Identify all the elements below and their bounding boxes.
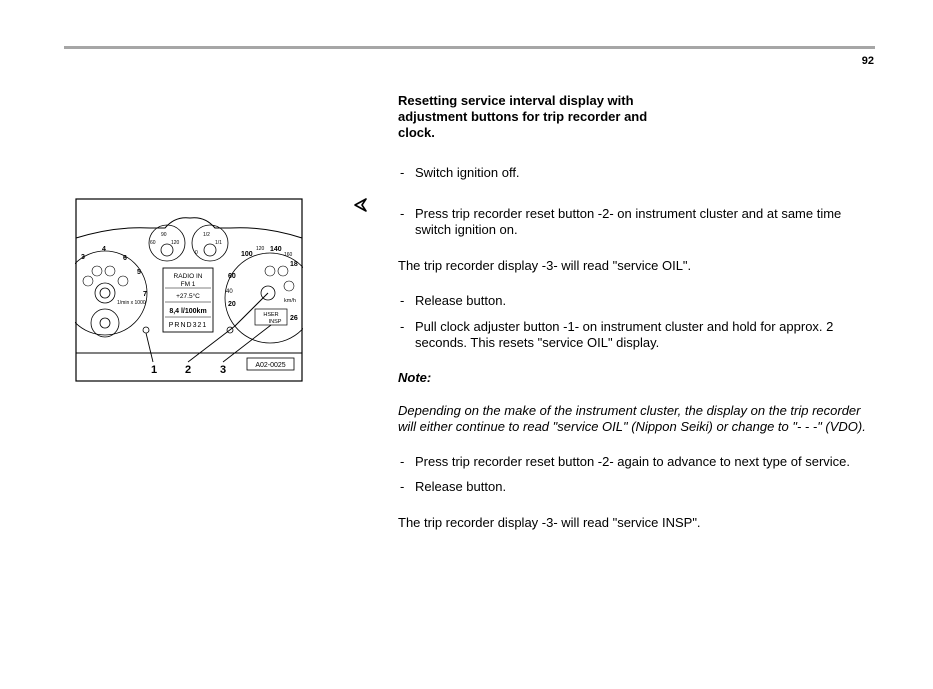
small-gauge-label xyxy=(215,240,222,246)
small-gauge-label xyxy=(171,240,180,246)
display-line xyxy=(181,281,196,288)
small-gauge-label xyxy=(203,232,210,238)
display-line xyxy=(174,273,203,280)
svg-text:A02-0025: A02-0025 xyxy=(255,362,286,369)
speedo-label xyxy=(284,298,296,304)
step-item xyxy=(398,454,868,470)
step-dash: - xyxy=(400,165,405,180)
speedo-label xyxy=(226,289,233,295)
step-text: Pull clock adjuster button -1- on instrument cluster and hold for approx. 2 seconds. This resets "service OIL" display. xyxy=(415,319,834,350)
callout-number xyxy=(151,364,157,376)
service-label xyxy=(263,312,278,318)
speedo-label xyxy=(228,301,236,308)
speedo-label xyxy=(256,246,265,252)
svg-text:5: 5 xyxy=(137,269,141,276)
display-line xyxy=(169,308,206,315)
svg-text:RADIO IN: RADIO IN xyxy=(173,273,203,280)
svg-text:1/2: 1/2 xyxy=(203,232,210,238)
svg-text:8,4 l/100km: 8,4 l/100km xyxy=(169,308,207,315)
step-dash: - xyxy=(400,479,405,494)
svg-text:1/1: 1/1 xyxy=(215,240,222,246)
svg-text:160: 160 xyxy=(284,252,293,258)
small-gauge-label xyxy=(150,240,156,246)
speedo-label xyxy=(241,251,253,258)
svg-text:3: 3 xyxy=(81,254,85,261)
step-item xyxy=(398,293,868,309)
svg-text:HSER: HSER xyxy=(263,312,279,318)
step-text: Switch ignition off. xyxy=(415,165,520,180)
tach-label xyxy=(102,246,106,253)
paragraph: The trip recorder display -3- will read "service OIL". xyxy=(398,258,692,273)
svg-text:0: 0 xyxy=(195,250,198,256)
note-label: Note: xyxy=(398,370,432,385)
svg-text:1/min x 1000: 1/min x 1000 xyxy=(117,300,146,306)
display-line xyxy=(176,292,200,300)
svg-text:INSP: INSP xyxy=(268,319,282,325)
step-text: Press trip recorder reset button -2- again to advance to next type of service. xyxy=(415,454,850,469)
service-label xyxy=(269,319,282,325)
arrow-left-icon xyxy=(353,197,369,213)
display-line xyxy=(169,322,208,329)
page-number: 92 xyxy=(861,55,874,67)
step-dash: - xyxy=(400,293,405,308)
step-text: Press trip recorder reset button -2- on instrument cluster and at same time switch ignition on. xyxy=(415,206,842,237)
paragraph: The trip recorder display -3- will read "service INSP". xyxy=(398,515,701,530)
svg-text:km/h: km/h xyxy=(284,298,296,304)
step-item xyxy=(398,165,868,181)
step-text: Release button. xyxy=(415,293,507,308)
procedure-text xyxy=(398,93,868,531)
speedo-label xyxy=(270,246,282,253)
speedo-label xyxy=(290,261,298,268)
step-item xyxy=(398,479,868,495)
step-dash: - xyxy=(400,454,405,469)
section-heading: Resetting service interval display with adjustment buttons for trip recorder and clock. xyxy=(398,93,648,140)
svg-text:90: 90 xyxy=(161,232,167,238)
svg-text:120: 120 xyxy=(171,240,180,246)
svg-text:120: 120 xyxy=(256,246,265,252)
svg-text:PRND321: PRND321 xyxy=(168,322,208,329)
step-text: Release button. xyxy=(415,479,507,494)
svg-text:40: 40 xyxy=(226,289,233,295)
svg-text:7: 7 xyxy=(143,291,147,298)
callout-number xyxy=(185,364,191,376)
small-gauge-label xyxy=(195,250,198,256)
svg-text:1: 1 xyxy=(150,364,158,376)
svg-text:18: 18 xyxy=(290,261,298,268)
note-text: Depending on the make of the instrument cluster, the display on the trip recorder will either continue to read "service OIL" (Nippon Seiki) or change to "- - -" (VDO). xyxy=(398,403,866,434)
svg-text:100: 100 xyxy=(241,251,253,258)
step-item xyxy=(398,206,868,238)
svg-text:60: 60 xyxy=(150,240,156,246)
step-dash: - xyxy=(400,206,405,221)
svg-text:2: 2 xyxy=(184,364,192,376)
top-rule xyxy=(64,46,875,49)
speedo-label xyxy=(228,273,236,280)
svg-text:26: 26 xyxy=(290,315,298,322)
tach-label xyxy=(137,269,141,276)
tach-label xyxy=(123,255,127,262)
tach-label xyxy=(143,291,147,298)
callout-number xyxy=(220,364,226,376)
svg-text:6: 6 xyxy=(123,255,127,262)
instrument-cluster-figure xyxy=(75,198,303,382)
speedo-label xyxy=(284,252,293,258)
speedo-label xyxy=(290,315,298,322)
step-item xyxy=(398,319,868,351)
tach-label xyxy=(117,300,146,306)
svg-text:FM 1: FM 1 xyxy=(180,281,196,288)
svg-text:3: 3 xyxy=(219,364,227,376)
svg-text:+27.5°C: +27.5°C xyxy=(176,293,200,300)
svg-text:140: 140 xyxy=(270,246,282,253)
step-dash: - xyxy=(400,319,405,334)
svg-text:20: 20 xyxy=(228,301,236,308)
small-gauge-label xyxy=(161,232,167,238)
svg-text:60: 60 xyxy=(228,273,236,280)
tach-label xyxy=(81,254,85,261)
figure-code xyxy=(255,362,285,369)
svg-text:4: 4 xyxy=(102,246,106,253)
